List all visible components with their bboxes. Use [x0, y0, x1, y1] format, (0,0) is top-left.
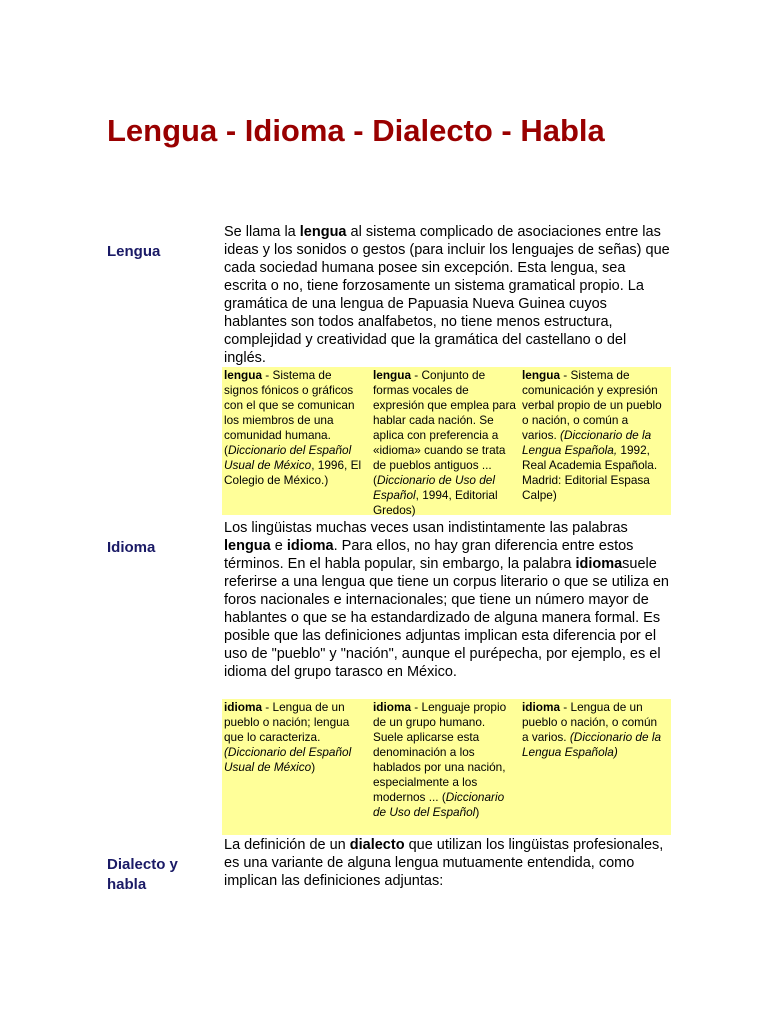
definition-tail: , 1996, El Colegio de México.) — [224, 458, 362, 487]
definition-cell — [222, 367, 368, 515]
definition-tail: , 1994, Editorial Gredos) — [373, 488, 498, 517]
definition-cell — [371, 699, 517, 835]
bold-term: idioma — [286, 538, 334, 554]
page-title: Lengua - Idioma - Dialecto - Habla — [107, 113, 605, 148]
definition-tail: ) — [475, 805, 480, 819]
definition-source: (Diccionario del Español Usual de México — [224, 745, 352, 774]
definition-term: idioma — [224, 700, 263, 714]
definition-source: (Diccionario de la Lengua Española) — [522, 730, 662, 759]
definition-text: - Lenguaje propio de un grupo humano. Suele aplicarse esta denominación a los hablados por una nación, especialmente a los modernos ... ( — [373, 700, 507, 804]
definition-tail: 1992, Real Academia Española. Madrid: Editorial Espasa Calpe) — [522, 443, 658, 502]
definitions-table-idioma — [222, 699, 671, 835]
section-label-lengua: Lengua — [107, 243, 161, 260]
definition-tail: ) — [311, 760, 316, 774]
definition-cell — [520, 367, 666, 515]
section-label-dialecto: Dialecto y habla — [107, 856, 178, 893]
bold-term: lengua — [224, 538, 271, 554]
definition-source: (Diccionario de la Lengua Española, — [522, 428, 652, 457]
paragraph-lengua — [224, 223, 670, 367]
text: al sistema complicado de asociaciones entre las ideas y los sonidos o gestos (para incluir los lenguajes de señas) que cada sociedad humana posee sin excepción. Esta lengua, sea escrita o no, tiene forzosamente un sistema gramatical propio. La gramática de una lengua de Papuasia Nueva Guinea cuyos hablantes son todos analfabetos, no tiene menos estructura, complejidad y creatividad que la gramática del castellano o del inglés. — [224, 224, 670, 366]
text: Se llama la — [224, 224, 300, 240]
text: . Para ellos, no hay gran diferencia entre estos términos. En el habla popular, sin embargo, la palabra — [224, 538, 634, 572]
definition-term: lengua — [373, 368, 412, 382]
definition-cell — [222, 699, 368, 835]
paragraph-idioma — [224, 519, 670, 681]
bold-term: lengua — [299, 224, 347, 240]
definition-source: Diccionario del Español Usual de México — [224, 443, 352, 472]
definition-term: lengua — [522, 368, 561, 382]
definition-source: Diccionario de Uso del Español — [373, 473, 495, 502]
bold-term: idioma — [575, 556, 623, 572]
definitions-table-lengua — [222, 367, 671, 515]
definition-term: idioma — [373, 700, 412, 714]
bold-term: dialecto — [349, 837, 405, 853]
definition-text: - Conjunto de formas vocales de expresión que emplea para hablar cada nación. Se aplica con preferencia a «idioma» cuando se trata de pueblos antiguos ... ( — [373, 368, 516, 487]
text: que utilizan los lingüistas profesionales, es una variante de alguna lengua mutuamente entendida, como implican las definiciones adjuntas: — [224, 837, 664, 889]
text: e — [270, 538, 287, 554]
definition-term: lengua — [224, 368, 263, 382]
definition-cell — [520, 699, 666, 835]
definition-text: - Lengua de un pueblo o nación; lengua que lo caracteriza. — [224, 700, 350, 744]
text: suele referirse a una lengua que tiene un corpus literario o que se utiliza en foros nacionales e internacionales; que tiene un número mayor de hablantes o que se ha estandardizado de alguna manera formal. Es posible que las definiciones adjuntas implican esta diferencia por el uso de "pueblo" y "nación", aunque el purépecha, por ejemplo, es el idioma del grupo tarasco en México. — [224, 556, 669, 680]
definition-text: - Sistema de comunicación y expresión verbal propio de un pueblo o nación, o común a varios. — [522, 368, 662, 442]
text: Los lingüistas muchas veces usan indistintamente las palabras — [224, 520, 628, 536]
definition-source: Diccionario de Uso del Español — [373, 790, 505, 819]
paragraph-dialecto — [224, 836, 670, 890]
definition-text: - Sistema de signos fónicos o gráficos con el que se comunican los miembros de una comunidad humana. ( — [224, 368, 355, 457]
definition-cell — [371, 367, 517, 515]
section-label-idioma: Idioma — [107, 539, 156, 556]
definition-term: idioma — [522, 700, 561, 714]
definition-text: - Lengua de un pueblo o nación, o común a varios. — [522, 700, 658, 744]
text: La definición de un — [224, 837, 350, 853]
